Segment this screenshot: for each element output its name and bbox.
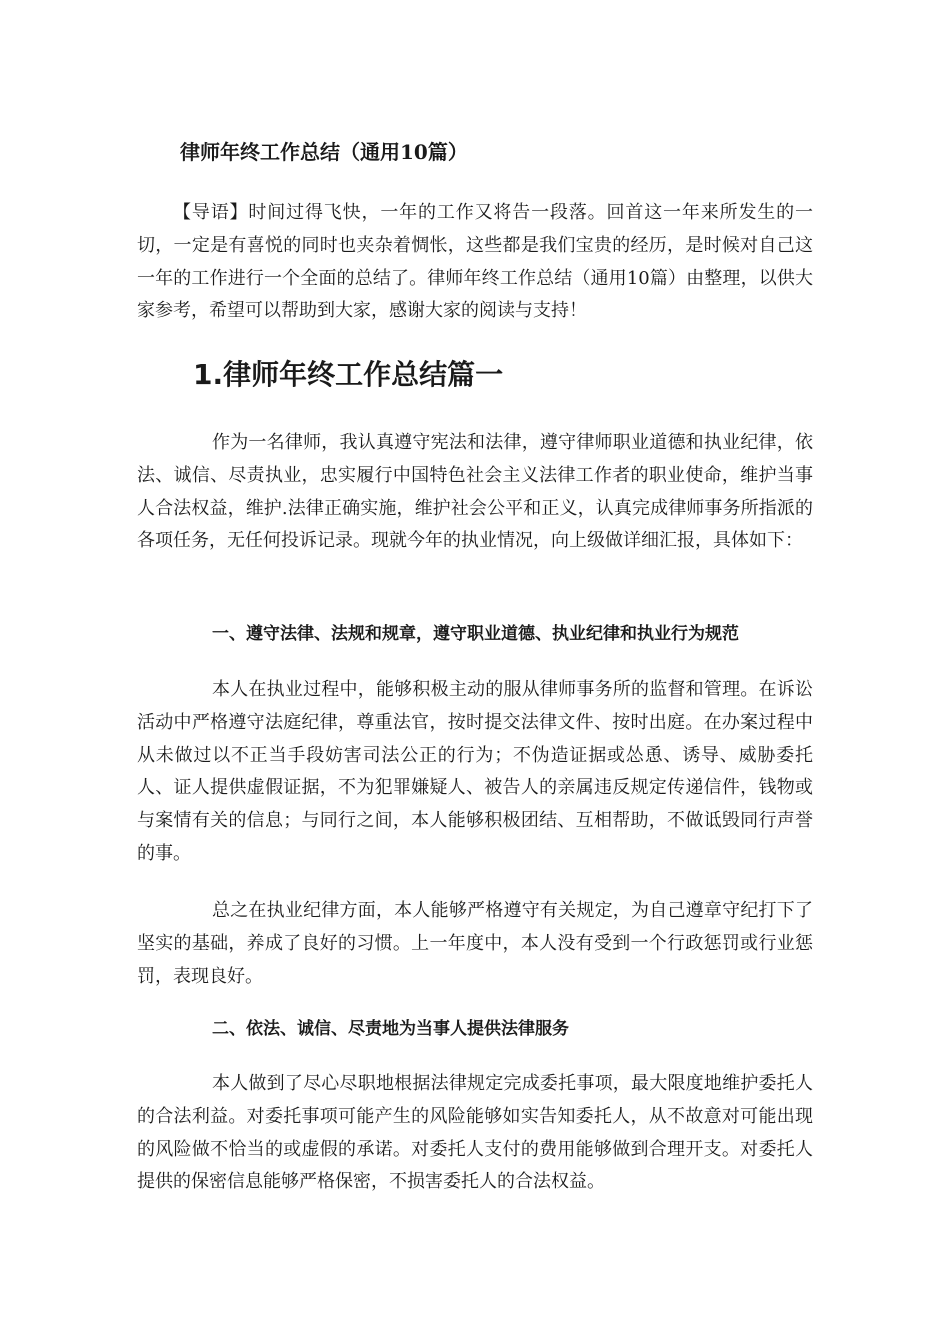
document-title: 律师年终工作总结（通用10篇）	[180, 140, 468, 164]
body-paragraph: 本人做到了尽心尽职地根据法律规定完成委托事项，最大限度地维护委托人的合法利益。对委托事项可能产生的风险能够如实告知委托人，从不故意对可能出现的风险做不恰当的或虚假的承诺。对委托人支付的费用能够做到合理开支。对委托人提供的保密信息能够严格保密，不损害委托人的合法权益。	[137, 1073, 813, 1193]
body-paragraph: 作为一名律师，我认真遵守宪法和法律，遵守律师职业道德和执业纪律，依法、诚信、尽责执业，忠实履行中国特色社会主义法律工作者的职业使命，维护当事人合法权益，维护.法律正确实施，维护社会公平和正义，认真完成律师事务所指派的各项任务，无任何投诉记录。现就今年的执业情况，向上级做详细汇报，具体如下：	[137, 432, 813, 552]
subheading: 二、依法、诚信、尽责地为当事人提供法律服务	[212, 1019, 569, 1039]
section-heading: 1.律师年终工作总结篇一	[193, 358, 504, 391]
body-paragraph: 本人在执业过程中，能够积极主动的服从律师事务所的监督和管理。在诉讼活动中严格遵守法庭纪律，尊重法官，按时提交法律文件、按时出庭。在办案过程中从未做过以不正当手段妨害司法公正的行为；不伪造证据或怂恿、诱导、威胁委托人、证人提供虚假证据，不为犯罪嫌疑人、被告人的亲属违反规定传递信件，钱物或与案情有关的信息；与同行之间，本人能够积极团结、互相帮助，不做诋毁同行声誉的事。	[137, 679, 813, 864]
intro-paragraph: 【导语】时间过得飞快，一年的工作又将告一段落。回首这一年来所发生的一切，一定是有喜悦的同时也夹杂着惆怅，这些都是我们宝贵的经历，是时候对自己这一年的工作进行一个全面的总结了。律师年终工作总结（通用10篇）由整理，以供大家参考，希望可以帮助到大家，感谢大家的阅读与支持！	[137, 202, 813, 322]
body-paragraph: 总之在执业纪律方面，本人能够严格遵守有关规定，为自己遵章守纪打下了坚实的基础，养成了良好的习惯。上一年度中，本人没有受到一个行政惩罚或行业惩罚，表现良好。	[137, 900, 813, 987]
subheading: 一、遵守法律、法规和规章，遵守职业道德、执业纪律和执业行为规范	[212, 624, 739, 644]
